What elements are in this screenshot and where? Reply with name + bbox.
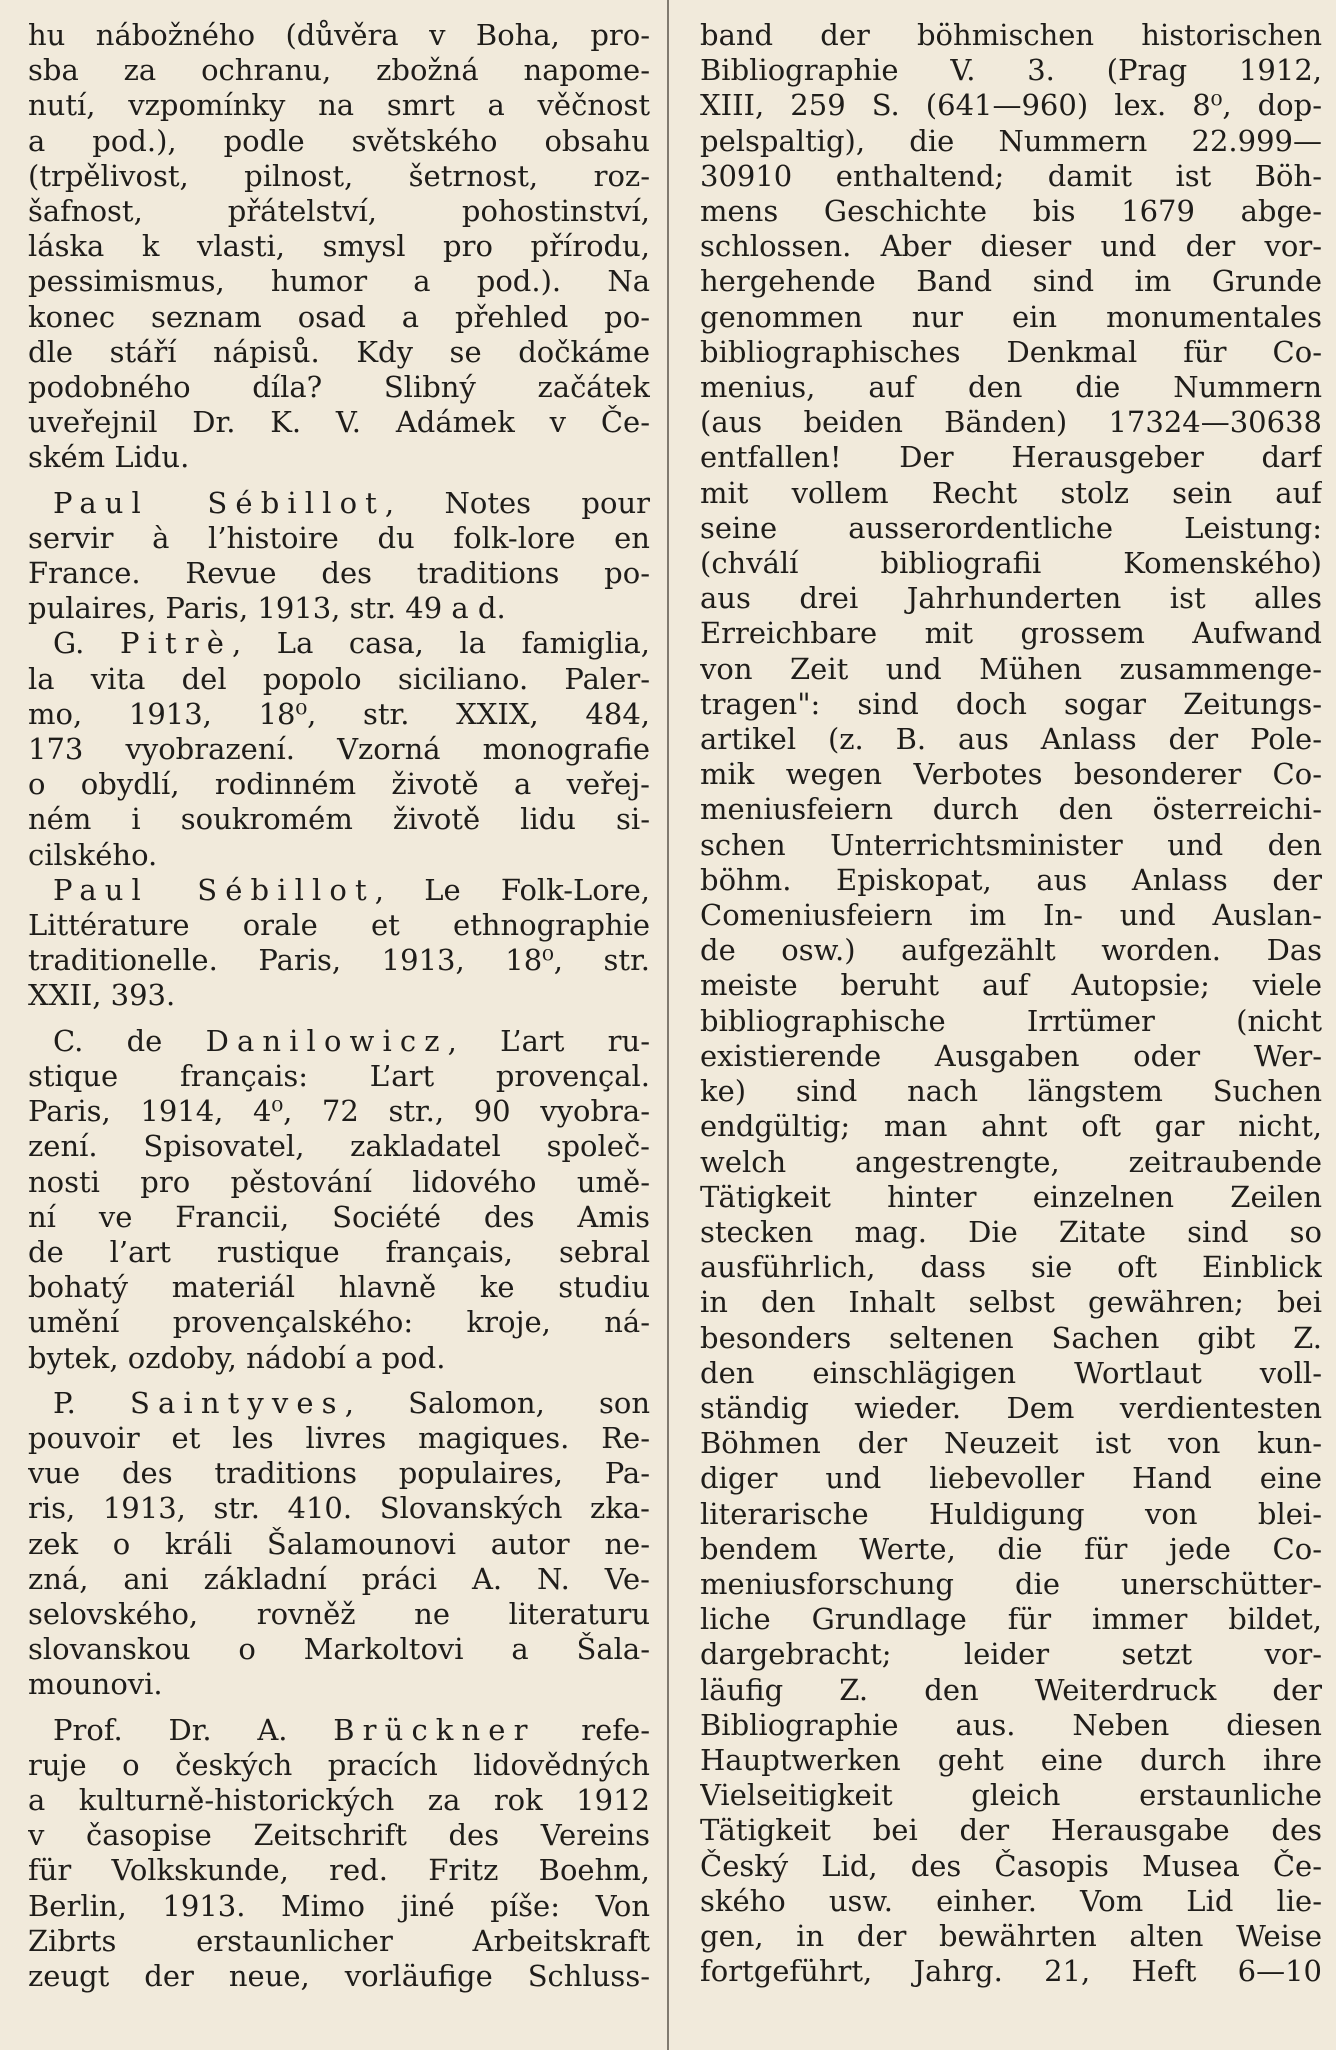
- paragraph: [28, 1713, 650, 1995]
- text-line: Tätigkeit bei der Herausgabe des: [700, 1813, 1322, 1848]
- name-prefix: Prof. Dr. A.: [53, 1712, 334, 1747]
- text-line: bibliographisches Denkmal für Co-: [700, 334, 1322, 369]
- text-line: Bibliographie V. 3. (Prag 1912,: [700, 53, 1322, 88]
- text-line: gen, in der bewährten alten Weise: [700, 1918, 1322, 1953]
- text-line: pouvoir et les livres magiques. Re-: [28, 1420, 650, 1455]
- text-line: bytek, ozdoby, nádobí a pod.: [28, 1340, 446, 1375]
- text-line: bendem Werte, die für jede Co-: [700, 1531, 1322, 1566]
- text-line: o obydlí, rodinném životě a veřej-: [28, 767, 650, 802]
- paragraph: [28, 873, 650, 1014]
- text-line: zek o králi Šalamounovi autor ne-: [28, 1526, 650, 1561]
- text-line: entfallen! Der Herausgeber darf: [700, 440, 1322, 475]
- text-line: Comeniusfeiern im In- und Auslan-: [700, 898, 1322, 933]
- text-line: podobného díla? Slibný začátek: [28, 370, 650, 405]
- text-line: menius, auf den die Nummern: [700, 370, 1322, 405]
- text-line: genommen nur ein monumentales: [700, 299, 1322, 334]
- text-line: uveřejnil Dr. K. V. Adámek v Če-: [28, 405, 650, 440]
- text-line: v časopise Zeitschrift des Vereins: [28, 1818, 650, 1853]
- text-line: meniusfeiern durch den österreichi-: [700, 792, 1322, 827]
- text-line: bibliographische Irrtümer (nicht: [700, 1003, 1322, 1038]
- text-line: (chválí bibliografii Komenského): [700, 546, 1322, 581]
- text-line: Hauptwerken geht eine durch ihre: [700, 1742, 1322, 1777]
- text-line: 30910 enthaltend; damit ist Böh-: [700, 158, 1322, 193]
- text-line: meiste beruht auf Autopsie; viele: [700, 968, 1322, 1003]
- text-line: sba za ochranu, zbožná napome-: [28, 53, 650, 88]
- text-line: [28, 486, 650, 521]
- text-line: zení. Spisovatel, zakladatel společ-: [28, 1129, 650, 1164]
- text-line: Paris, 1914, 4⁰, 72 str., 90 vyobra-: [28, 1094, 650, 1129]
- text-line: de osw.) aufgezählt worden. Das: [700, 933, 1322, 968]
- text-line: mit vollem Recht stolz sein auf: [700, 475, 1322, 510]
- text-line: nutí, vzpomínky na smrt a věčnost: [28, 88, 650, 123]
- text-line: zná, ani základní práci A. N. Ve-: [28, 1561, 650, 1596]
- text-line: láska k vlasti, smysl pro přírodu,: [28, 229, 650, 264]
- text-fragment: , Notes pour: [384, 485, 650, 520]
- text-line: ní ve Francii, Société des Amis: [28, 1199, 650, 1234]
- paragraph: [28, 1386, 650, 1703]
- text-line: pulaires, Paris, 1913, str. 49 a d.: [28, 591, 506, 626]
- text-line: literarische Huldigung von blei-: [700, 1496, 1322, 1531]
- text-line: endgültig; man ahnt oft gar nicht,: [700, 1109, 1322, 1144]
- text-fragment: , La casa, la famiglia,: [232, 626, 650, 661]
- text-line: Berlin, 1913. Mimo jiné píše: Von: [28, 1888, 650, 1923]
- text-line: France. Revue des traditions po-: [28, 556, 650, 591]
- text-line: seine ausserordentliche Leistung:: [700, 510, 1322, 545]
- text-line: stecken mag. Die Zitate sind so: [700, 1214, 1322, 1249]
- text-line: zeugt der neue, vorläufige Schluss-: [28, 1958, 650, 1993]
- text-line: den einschlägigen Wortlaut voll-: [700, 1355, 1322, 1390]
- text-line: [28, 1386, 650, 1421]
- text-line: schlossen. Aber dieser und der vor-: [700, 229, 1322, 264]
- text-line: mik wegen Verbotes besonderer Co-: [700, 757, 1322, 792]
- author-name: Danilowicz: [205, 1023, 448, 1058]
- text-line: [28, 1024, 650, 1059]
- column-divider: [667, 0, 669, 2050]
- text-line: Tätigkeit hinter einzelnen Zeilen: [700, 1179, 1322, 1214]
- text-line: aus drei Jahrhunderten ist alles: [700, 581, 1322, 616]
- text-line: stique français: L’art provençal.: [28, 1058, 650, 1093]
- text-line: hergehende Band sind im Grunde: [700, 264, 1322, 299]
- text-line: ausführlich, dass sie oft Einblick: [700, 1250, 1322, 1285]
- text-line: cilského.: [28, 837, 158, 872]
- text-line: (aus beiden Bänden) 17324—30638: [700, 405, 1322, 440]
- text-line: XIII, 259 S. (641—960) lex. 8⁰, dop-: [700, 88, 1322, 123]
- text-line: a pod.), podle světského obsahu: [28, 123, 650, 158]
- text-line: existierende Ausgaben oder Wer-: [700, 1038, 1322, 1073]
- text-line: liche Grundlage für immer bildet,: [700, 1602, 1322, 1637]
- text-line: welch angestrengte, zeitraubende: [700, 1144, 1322, 1179]
- text-line: (trpělivost, pilnost, šetrnost, roz-: [28, 158, 650, 193]
- text-line: XXII, 393.: [28, 978, 176, 1013]
- text-line: traditionelle. Paris, 1913, 18⁰, str.: [28, 943, 650, 978]
- text-line: mounovi.: [28, 1667, 163, 1702]
- author-name: Paul Sébillot: [53, 485, 385, 520]
- paragraph: [28, 1024, 650, 1376]
- paragraph: [28, 626, 650, 872]
- text-line: artikel (z. B. aus Anlass der Pole-: [700, 722, 1322, 757]
- text-line: tragen": sind doch sogar Zeitungs-: [700, 686, 1322, 721]
- text-line: fortgeführt, Jahrg. 21, Heft 6—10: [700, 1954, 1322, 1989]
- text-line: selovského, rovněž ne literaturu: [28, 1596, 650, 1631]
- paragraph: [28, 18, 650, 476]
- text-line: de l’art rustique français, sebral: [28, 1234, 650, 1269]
- text-fragment: , Le Folk-Lore,: [374, 872, 650, 907]
- text-line: von Zeit und Mühen zusammenge-: [700, 651, 1322, 686]
- text-line: für Volkskunde, red. Fritz Boehm,: [28, 1853, 650, 1888]
- author-name: Paul Sébillot: [53, 872, 375, 907]
- author-name: Pitrè: [119, 626, 233, 661]
- author-name: Saintyves: [130, 1385, 345, 1420]
- text-line: ständig wieder. Dem verdientesten: [700, 1390, 1322, 1425]
- text-line: Böhmen der Neuzeit ist von kun-: [700, 1426, 1322, 1461]
- text-line: ke) sind nach längstem Suchen: [700, 1074, 1322, 1109]
- text-line: band der böhmischen historischen: [700, 18, 1322, 52]
- text-line: [28, 1713, 650, 1748]
- name-prefix: G.: [53, 626, 120, 661]
- text-line: mo, 1913, 18⁰, str. XXIX, 484,: [28, 696, 650, 731]
- text-line: [28, 626, 650, 661]
- text-line: meniusforschung die unerschütter-: [700, 1566, 1322, 1601]
- text-line: ris, 1913, str. 410. Slovanských zka-: [28, 1491, 650, 1526]
- text-line: la vita del popolo siciliano. Paler-: [28, 661, 650, 696]
- text-line: 173 vyobrazení. Vzorná monografie: [28, 732, 650, 767]
- text-line: šafnost, přátelství, pohostinství,: [28, 194, 650, 229]
- text-line: Vielseitigkeit gleich erstaunliche: [700, 1778, 1322, 1813]
- text-line: böhm. Episkopat, aus Anlass der: [700, 862, 1322, 897]
- text-line: vue des traditions populaires, Pa-: [28, 1456, 650, 1491]
- text-line: Zibrts erstaunlicher Arbeitskraft: [28, 1923, 650, 1958]
- text-line: in den Inhalt selbst gewähren; bei: [700, 1285, 1322, 1320]
- text-line: besonders seltenen Sachen gibt Z.: [700, 1320, 1322, 1355]
- text-line: umění provençalského: kroje, ná-: [28, 1305, 650, 1340]
- text-line: ském Lidu.: [28, 440, 190, 475]
- name-prefix: P.: [53, 1385, 131, 1420]
- left-column: [28, 18, 650, 2048]
- name-prefix: C. de: [53, 1023, 206, 1058]
- text-line: bohatý materiál hlavně ke studiu: [28, 1270, 650, 1305]
- text-line: a kulturně-historických za rok 1912: [28, 1782, 650, 1817]
- text-line: hu nábožného (důvěra v Boha, pro-: [28, 18, 650, 52]
- text-line: läufig Z. den Weiterdruck der: [700, 1672, 1322, 1707]
- text-line: servir à l’histoire du folk-lore en: [28, 520, 650, 555]
- right-column: [700, 18, 1322, 2048]
- text-line: konec seznam osad a přehled po-: [28, 299, 650, 334]
- text-line: slovanskou o Markoltovi a Šala-: [28, 1632, 650, 1667]
- text-line: ského usw. einher. Vom Lid lie-: [700, 1883, 1322, 1918]
- text-fragment: , L’art ru-: [447, 1023, 650, 1058]
- text-line: Český Lid, des Časopis Musea Če-: [700, 1848, 1322, 1883]
- text-fragment: , Salomon, son: [344, 1385, 650, 1420]
- text-line: ruje o českých pracích lidovědných: [28, 1747, 650, 1782]
- text-line: pessimismus, humor a pod.). Na: [28, 264, 650, 299]
- text-line: nosti pro pěstování lidového umě-: [28, 1164, 650, 1199]
- text-fragment: refe-: [535, 1712, 650, 1747]
- author-name: Brückner: [333, 1712, 536, 1747]
- text-line: pelspaltig), die Nummern 22.999—: [700, 123, 1322, 158]
- text-line: dargebracht; leider setzt vor-: [700, 1637, 1322, 1672]
- text-line: Littérature orale et ethnographie: [28, 908, 650, 943]
- text-line: [28, 873, 650, 908]
- text-line: Erreichbare mit grossem Aufwand: [700, 616, 1322, 651]
- text-line: mens Geschichte bis 1679 abge-: [700, 194, 1322, 229]
- text-line: Bibliographie aus. Neben diesen: [700, 1707, 1322, 1742]
- text-line: dle stáří nápisů. Kdy se dočkáme: [28, 334, 650, 369]
- text-line: ném i soukromém životě lidu si-: [28, 802, 650, 837]
- text-line: schen Unterrichtsminister und den: [700, 827, 1322, 862]
- paragraph: [28, 486, 650, 627]
- text-line: diger und liebevoller Hand eine: [700, 1461, 1322, 1496]
